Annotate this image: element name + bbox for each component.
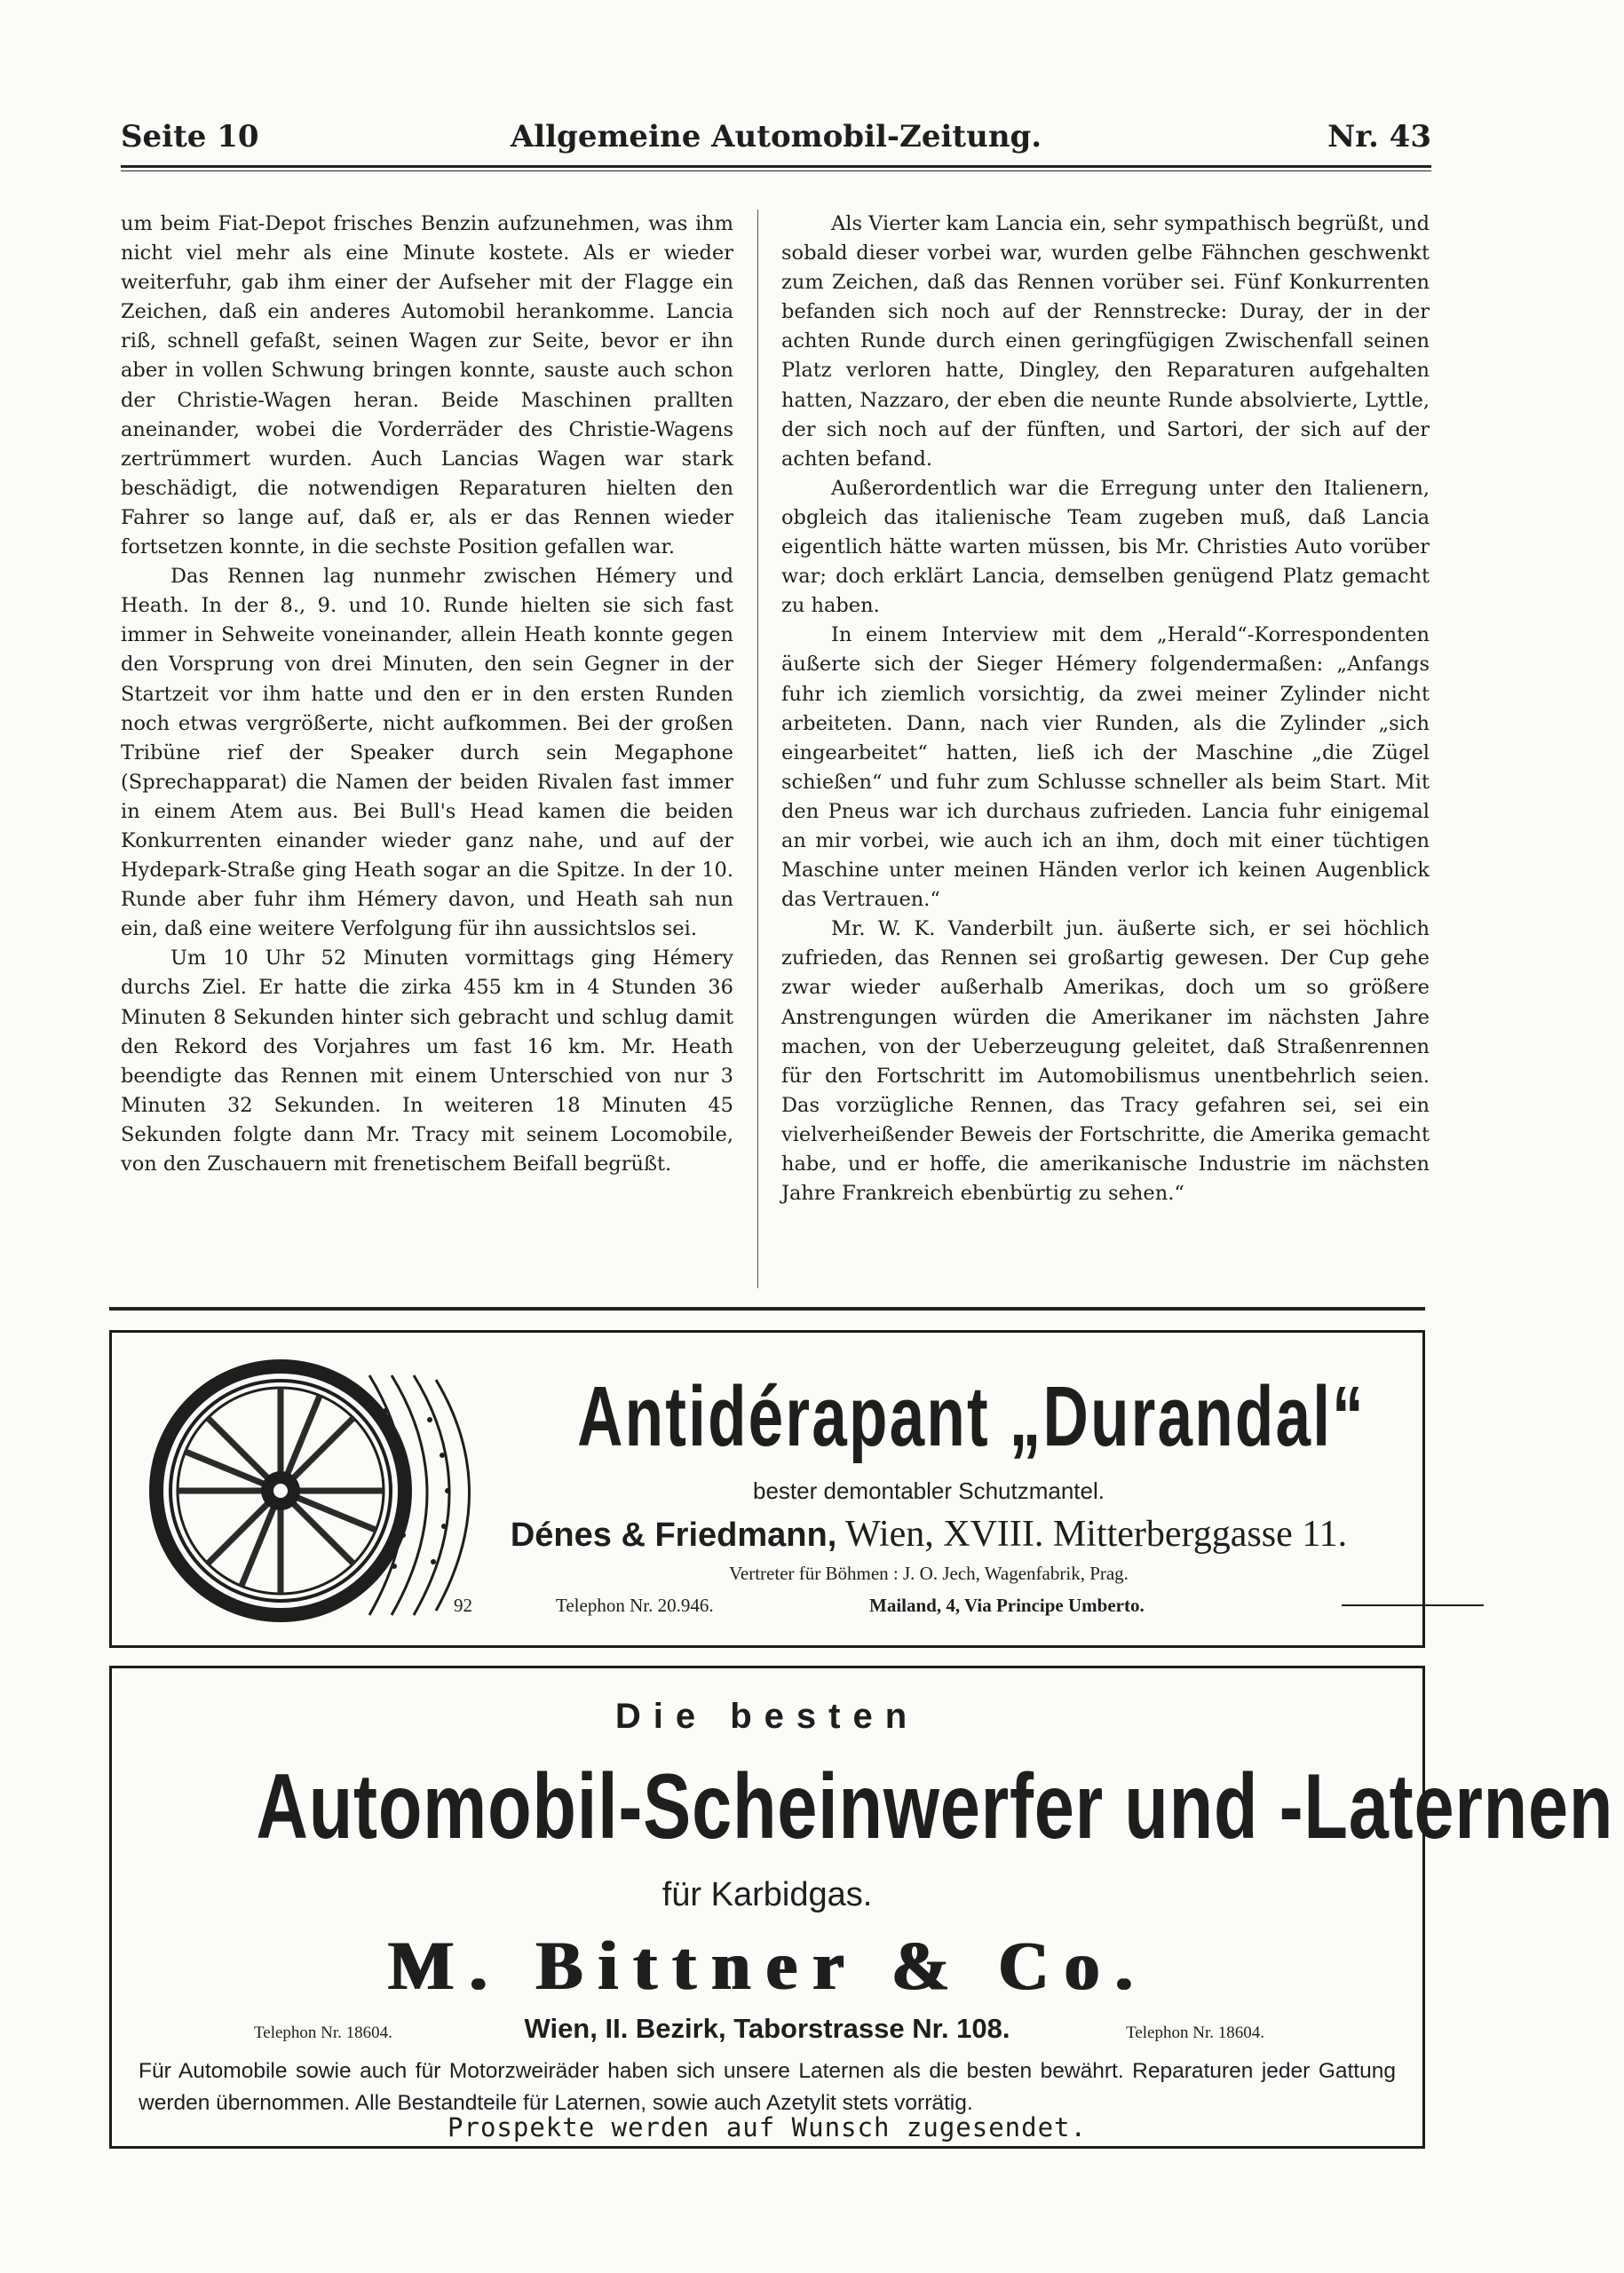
article-column-left [121, 210, 733, 1179]
journal-title: Allgemeine Automobil-Zeitung. [510, 119, 1042, 154]
firm-address: Wien, XVIII. Mitterberggasse 11. [845, 1514, 1348, 1555]
ad-kicker: Die besten [614, 1697, 920, 1736]
ad-closing-line: Prospekte werden auf Wunsch zugesendet. [448, 2112, 1087, 2142]
firm-name: Dénes & Friedmann, [510, 1517, 837, 1554]
telephone-right: Telephon Nr. 18604. [1126, 2024, 1264, 2042]
ad-subtitle: bester demontabler Schutzmantel. [753, 1477, 1105, 1504]
ad-separator [109, 1307, 1425, 1311]
telephone-left: Telephon Nr. 18604. [254, 2024, 392, 2042]
article-paragraph: um beim Fiat-Depot frisches Benzin aufzunehmen, was ihm nicht viel mehr als eine Minute kostete. Als er wieder weiterfuhr, gab ihm einer der Aufseher mit der Flagge ein Zeichen, daß ein anderes Automobil herankomme. Lancia riß, schnell gefaßt, seinen Wagen zur Seite, bevor er ihn aber in vollen Schwung bringen konnte, sauste auch schon der Christie-Wagen heran. Beide Maschinen prallten aneinander, wobei die Vorderräder des Christie-Wagens zertrümmert wurden. Auch Lancias Wagen war stark beschädigt, die notwendigen Reparaturen hielten den Fahrer so lange auf, daß er, als er das Rennen wieder fortsetzen konnte, in die sechste Position gefallen war. [121, 212, 733, 559]
ad-telephone: Telephon Nr. 20.946. [556, 1595, 714, 1616]
running-header [121, 117, 1431, 163]
ad-subtitle: für Karbidgas. [661, 1876, 873, 1913]
ad-representative: Vertreter für Böhmen : J. O. Jech, Wagenfabrik, Prag. [729, 1563, 1129, 1584]
ad-address-line [112, 2013, 1422, 2048]
ad-title: Antidérapant „Durandal“ [577, 1369, 1366, 1464]
article-paragraph: Um 10 Uhr 52 Minuten vormittags ging Hémery durchs Ziel. Er hatte die zirka 455 km in 4 Stunden 36 Minuten 8 Sekunden hinter sich gebracht und schlug damit den Rekord des Vorjahres um fast 16 km. Mr. Heath beendigte das Rennen mit einem Unterschied von nur 3 Minuten 32 Sekunden. In weiteren 18 Minuten 45 Sekunden folgte dann Mr. Tracy mit seinem Locomobile, von den Zuschauern mit frenetischem Beifall begrüßt. [121, 946, 733, 1176]
firm-name: M. Bittner & Co. [386, 1927, 1148, 2004]
ad-title: Automobil-Scheinwerfer und -Laternen [256, 1755, 1614, 1858]
ad-mailand-address: Mailand, 4, Via Principe Umberto. [869, 1595, 1145, 1616]
article-paragraph: Als Vierter kam Lancia ein, sehr sympathisch begrüßt, und sobald dieser vorbei war, wurden gelbe Fähnchen geschwenkt zum Zeichen, daß das Rennen vorüber sei. Fünf Konkurrenten befanden sich noch auf der Rennstrecke: Duray, der in der achten Runde durch einen geringfügigen Zwischenfall seinen Platz verloren hatte, Dingley, den Reparaturen aufgehalten hatten, Nazzaro, der eben die neunte Runde absolvierte, Lyttle, der sich noch auf der fünften, und Sartori, der sich auf der achten befand. [781, 212, 1430, 471]
ad-firm-line [454, 1510, 1404, 1559]
header-rule-top [121, 165, 1431, 168]
header-rule-bottom [121, 170, 1431, 171]
ad-footer [454, 1592, 1404, 1619]
article-paragraph: In einem Interview mit dem „Herald“-Korrespondenten äußerte sich der Sieger Hémery folgendermaßen: „Anfangs fuhr ich ziemlich vorsichtig, da zwei meiner Zylinder nicht arbeiteten. Dann, nach vier Runden, als die Zylinder „sich eingearbeitet“ hatten, ließ ich der Maschine „die Zügel schießen“ und fuhr zum Schlusse schneller als beim Start. Mit den Pneus war ich durchaus zufrieden. Lancia fuhr einigemal an mir vorbei, wie auch ich an ihm, doch mit einer tüchtigen Maschine unter meinen Händen verlor ich keinen Augenblick das Vertrauen.“ [781, 623, 1430, 912]
article-paragraph: Außerordentlich war die Erregung unter den Italienern, obgleich das italienische Team zugeben muß, daß Lancia eigentlich hätte warten müssen, bis Mr. Christies Auto vorüber war; doch erklärt Lancia, demselben genügend Platz gemacht zu haben. [781, 476, 1430, 618]
page-number: Seite 10 [121, 119, 259, 154]
article-column-right [781, 210, 1430, 1208]
column-divider [757, 210, 758, 1288]
ad-footer-rule [1342, 1604, 1484, 1606]
firm-address: Wien, II. Bezirk, Taborstrasse Nr. 108. [524, 2013, 1010, 2044]
article-paragraph: Das Rennen lag nunmehr zwischen Hémery und Heath. In der 8., 9. und 10. Runde hielten sie sich fast immer in Sehweite voneinander, allein Heath konnte gegen den Vorsprung von drei Minuten, den sein Gegner in der Startzeit vor ihm hatte und den er in den ersten Runden noch etwas vergrößerte, nicht aufkommen. Bei der großen Tribüne rief der Speaker durch sein Megaphone (Sprechapparat) die Namen der beiden Rivalen fast immer in einem Atem aus. Bei Bull's Head kamen die beiden Konkurrenten einander wieder ganz nahe, und auf der Hydepark-Straße ging Heath sogar an die Spitze. In der 10. Runde aber fuhr ihm Hémery davon, und Heath sah nun ein, daß eine weitere Verfolgung für ihn aussichtslos sei. [121, 565, 733, 941]
advertisement-durandal [109, 1330, 1425, 1648]
issue-number: Nr. 43 [1327, 119, 1431, 154]
article-paragraph: Mr. W. K. Vanderbilt jun. äußerte sich, er sei höchlich zufrieden, das Rennen sei großartig gewesen. Der Cup gehe zwar wieder außerhalb Amerikas, doch um so größere Anstrengungen würden die Amerikaner im nächsten Jahre machen, von der Ueberzeugung geleitet, daß Straßenrennen für den Fortschritt im Automobilismus unentbehrlich seien. Das vorzügliche Rennen, das Tracy gefahren sei, sei ein vielverheißender Beweis der Fortschritte, die Amerika gemacht habe, und er hoffe, die amerikanische Industrie im nächsten Jahre Frankreich ebenbürtig zu sehen.“ [781, 917, 1430, 1206]
advertisement-bittner [109, 1666, 1614, 2149]
ad-number: 92 [454, 1595, 472, 1616]
ad-body-text: Für Automobile sowie auch für Motorzweiräder haben sich unsere Laternen als die besten bewährt. Reparaturen jeder Gattung werden übernommen. Alle Bestandteile für Laternen, sowie auch Azetylit stets vorrätig. [139, 2059, 1396, 2115]
